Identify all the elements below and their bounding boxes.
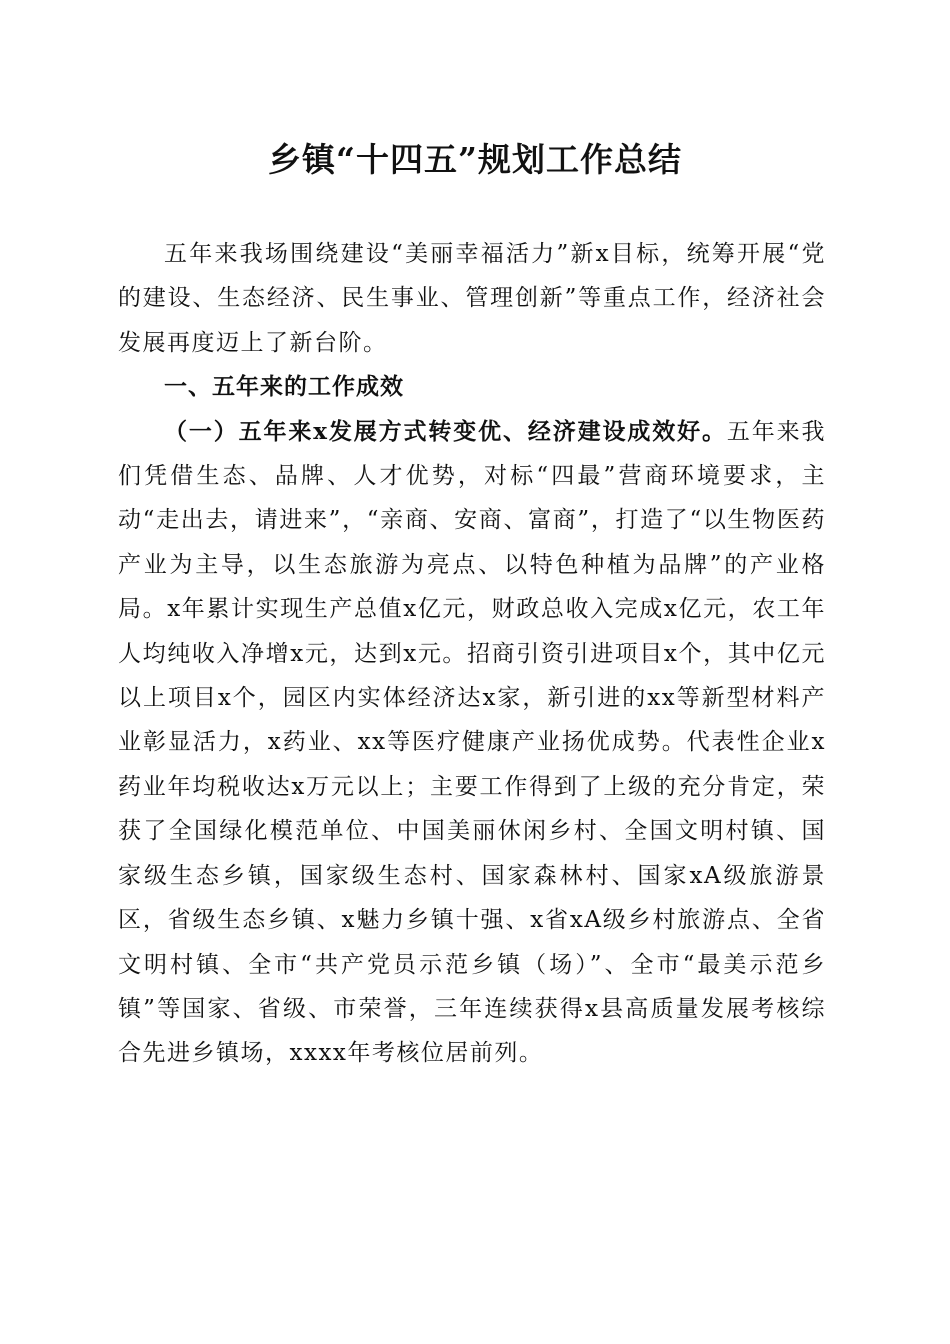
document-title: 乡镇“十四五”规划工作总结 (268, 140, 682, 179)
document-body (118, 232, 826, 1076)
intro-paragraph: 五年来我场围绕建设“美丽幸福活力”新x目标，统筹开展“党的建设、生态经济、民生事业、管理创新”等重点工作，经济社会发展再度迈上了新台阶。 (118, 241, 826, 356)
subsection-lead: （一）五年来x发展方式转变优、经济建设成效好。 (164, 417, 727, 445)
achievement-paragraph (118, 410, 826, 1076)
section-heading: 一、五年来的工作成效 (164, 374, 404, 401)
subsection-text: 五年来我们凭借生态、品牌、人才优势，对标“四最”营商环境要求，主动“走出去，请进来”，“亲商、安商、富商”，打造了“以生物医药产业为主导，以生态旅游为亮点、以特色种植为品牌”的产业格局。x年累计实现生产总值x亿元，财政总收入完成x亿元，农工年人均纯收入净增x元，达到x元。招商引资引进项目x个，其中亿元以上项目x个，园区内实体经济达x家，新引进的xx等新型材料产业彰显活力，x药业、xx等医疗健康产业扬优成势。代表性企业x药业年均税收达x万元以上；主要工作得到了上级的充分肯定，荣获了全国绿化模范单位、中国美丽休闲乡村、全国文明村镇、国家级生态乡镇，国家级生态村、国家森林村、国家xA级旅游景区，省级生态乡镇、x魅力乡镇十强、x省xA级乡村旅游点、全省文明村镇、全市“共产党员示范乡镇（场）”、全市“最美示范乡镇”等国家、省级、市荣誉，三年连续获得x县高质量发展考核综合先进乡镇场，xxxx年考核位居前列。 (118, 418, 827, 1067)
